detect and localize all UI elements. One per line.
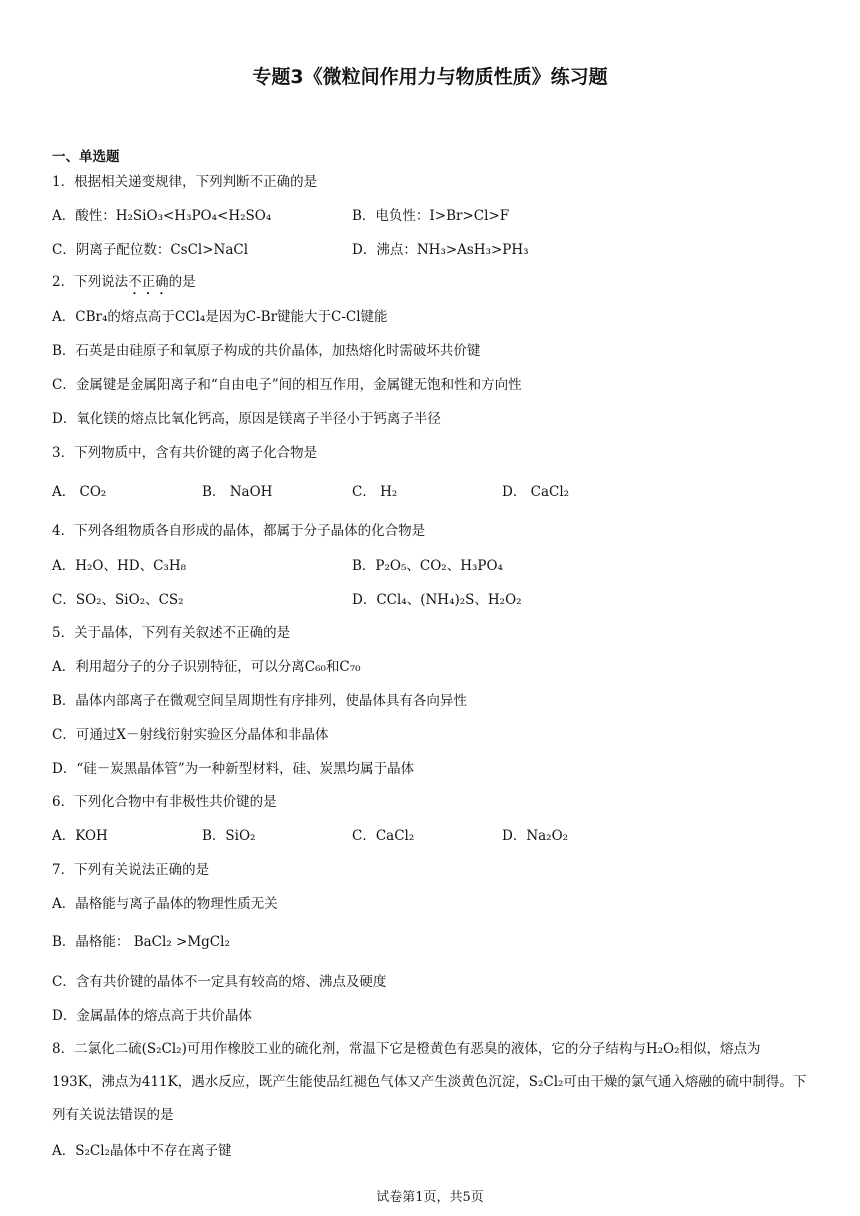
question-1-option-b: B．电负性：I>Br>Cl>F [352, 208, 510, 224]
question-7-option-a: A．晶格能与离子晶体的物理性质无关 [52, 896, 278, 912]
question-5-option-d: D．“硅－炭黑晶体管”为一种新型材料，硅、炭黑均属于晶体 [52, 761, 415, 777]
question-2-stem-emphasis: 不正确 [128, 274, 169, 290]
question-2-stem-prefix: 2．下列说法 [52, 274, 129, 290]
question-4-option-a: A．H₂O、HD、C₃H₈ [52, 558, 187, 574]
question-1-option-c: C．阴离子配位数：CsCl>NaCl [52, 242, 249, 258]
question-2-option-a: A．CBr₄的熔点高于CCl₄是因为C-Br键能大于C-Cl键能 [52, 309, 388, 325]
question-5-option-b: B．晶体内部离子在微观空间呈周期性有序排列，使晶体具有各向异性 [52, 693, 467, 709]
question-4-option-c: C．SO₂、SiO₂、CS₂ [52, 592, 184, 608]
question-6-option-c: C．CaCl₂ [352, 828, 415, 844]
question-7-stem: 7．下列有关说法正确的是 [52, 862, 210, 878]
question-6-option-d: D．Na₂O₂ [502, 828, 569, 844]
question-7-option-d: D．金属晶体的熔点高于共价晶体 [52, 1008, 252, 1024]
question-6-stem: 6．下列化合物中有非极性共价键的是 [52, 794, 277, 810]
question-4-option-d: D．CCl₄、(NH₄)₂S、H₂O₂ [352, 592, 522, 608]
question-3-option-a: A． CO₂ [52, 484, 107, 500]
question-7-option-b: B．晶格能： BaCl₂ >MgCl₂ [52, 934, 230, 950]
question-2-option-d: D．氧化镁的熔点比氧化钙高，原因是镁离子半径小于钙离子半径 [52, 411, 441, 427]
question-4-stem: 4．下列各组物质各自形成的晶体，都属于分子晶体的化合物是 [52, 523, 426, 539]
question-4-option-b: B．P₂O₅、CO₂、H₃PO₄ [352, 558, 503, 574]
question-1-option-d: D．沸点：NH₃>AsH₃>PH₃ [352, 242, 529, 258]
question-1-option-a: A．酸性：H₂SiO₃<H₃PO₄<H₂SO₄ [52, 208, 272, 224]
question-7-option-c: C．含有共价键的晶体不一定具有较高的熔、沸点及硬度 [52, 974, 387, 990]
question-3-option-c: C． H₂ [352, 484, 398, 500]
question-2-stem-suffix: 的是 [168, 274, 196, 290]
question-6-option-b: B．SiO₂ [202, 828, 256, 844]
page-footer: 试卷第1页，共5页 [376, 1190, 484, 1205]
question-3-option-d: D． CaCl₂ [502, 484, 570, 500]
question-8-stem: 8．二氯化二硫(S₂Cl₂)可用作橡胶工业的硫化剂，常温下它是橙黄色有恶臭的液体，它的分子结构与H₂O₂相似，熔点为193K，沸点为411K，遇水反应，既产生能使品红褪色气体又产生淡黄色沉淀，S₂Cl₂可由干燥的氯气通入熔融的硫中制得。下列有关说法错误的是 [52, 1041, 807, 1123]
question-1-stem: 1．根据相关递变规律，下列判断不正确的是 [52, 174, 318, 190]
question-2-option-b: B．石英是由硅原子和氧原子构成的共价晶体，加热熔化时需破坏共价键 [52, 343, 481, 359]
question-3-stem: 3．下列物质中，含有共价键的离子化合物是 [52, 445, 318, 461]
question-5-stem: 5．关于晶体，下列有关叙述不正确的是 [52, 625, 291, 641]
question-2-option-c: C．金属键是金属阳离子和“自由电子”间的相互作用，金属键无饱和性和方向性 [52, 377, 522, 393]
question-6-option-a: A．KOH [52, 828, 108, 844]
question-8-option-a: A．S₂Cl₂晶体中不存在离子键 [52, 1143, 232, 1159]
question-2-stem [52, 273, 196, 298]
question-5-option-c: C．可通过X－射线衍射实验区分晶体和非晶体 [52, 727, 329, 743]
question-3-option-b: B． NaOH [202, 484, 273, 500]
section-heading: 一、单选题 [52, 149, 120, 165]
question-5-option-a: A．利用超分子的分子识别特征，可以分离C₆₀和C₇₀ [52, 659, 361, 675]
page-title: 专题3《微粒间作用力与物质性质》练习题 [252, 66, 608, 88]
